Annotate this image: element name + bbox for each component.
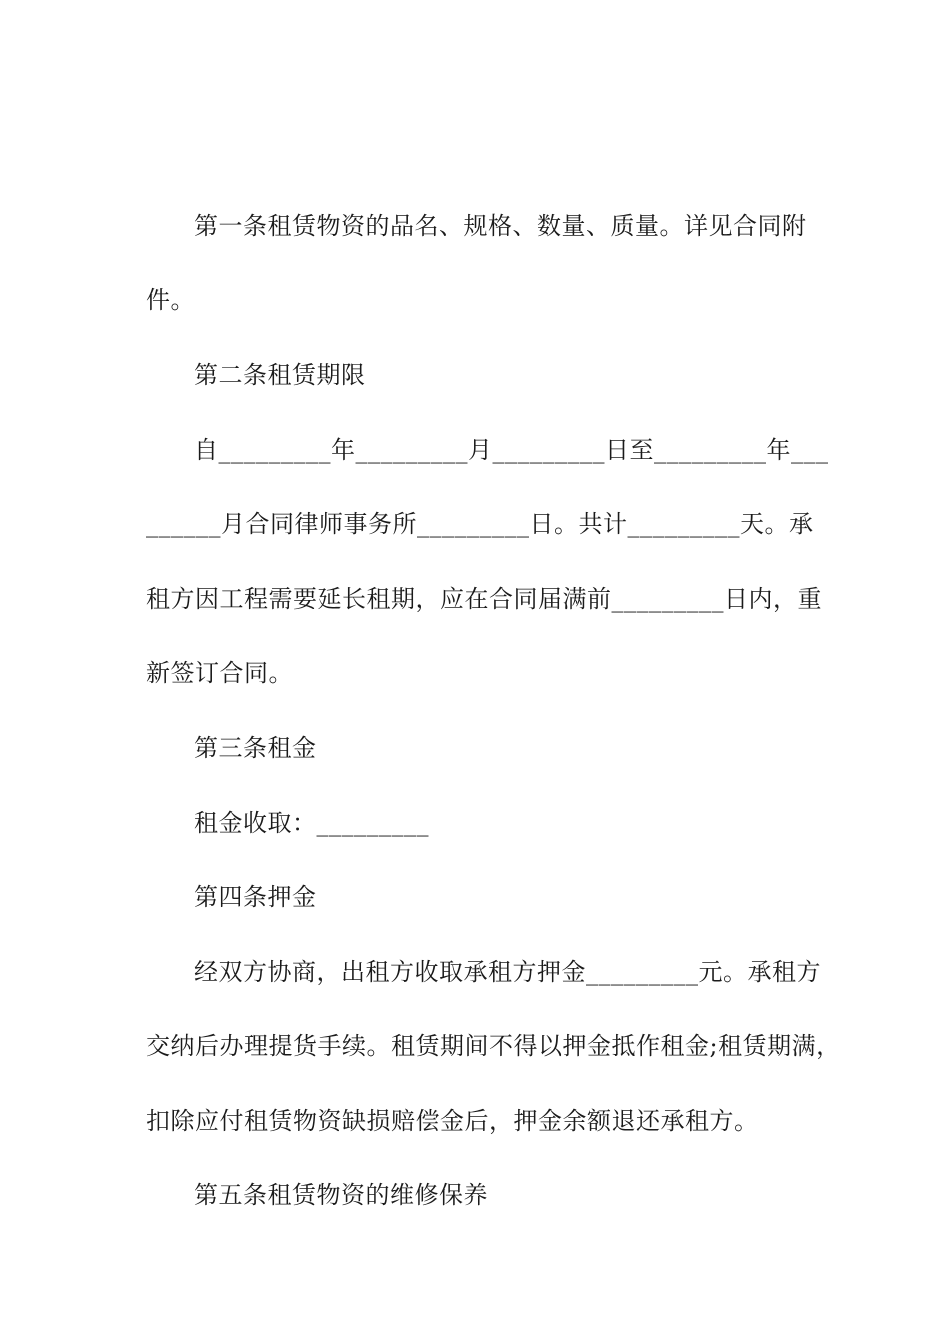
- deposit-line-1: 经双方协商，出租方收取承租方押金_________元。承租方: [194, 958, 821, 986]
- lease-term-line-1: 自_________年_________月_________日至_________年___: [194, 436, 829, 464]
- article-2-heading: 第二条租赁期限: [194, 361, 366, 389]
- article-4-heading: 第四条押金: [194, 883, 317, 911]
- lease-term-line-3: 租方因工程需要延长租期，应在合同届满前_________日内，重: [146, 585, 822, 613]
- deposit-line-3: 扣除应付租赁物资缺损赔偿金后，押金余额退还承租方。: [146, 1107, 759, 1135]
- article-5-heading: 第五条租赁物资的维修保养: [194, 1181, 488, 1209]
- article-3-heading: 第三条租金: [194, 734, 317, 762]
- article-1-line-1: 第一条租赁物资的品名、规格、数量、质量。详见合同附: [194, 212, 807, 240]
- lease-term-line-2: ______月合同律师事务所_________日。共计_________天。承: [146, 510, 814, 538]
- rent-collection-line: 租金收取：_________: [194, 809, 429, 837]
- article-1-line-2: 件。: [146, 286, 195, 314]
- lease-term-line-4: 新签订合同。: [146, 659, 293, 687]
- deposit-line-2: 交纳后办理提货手续。租赁期间不得以押金抵作租金;租赁期满，: [146, 1032, 841, 1060]
